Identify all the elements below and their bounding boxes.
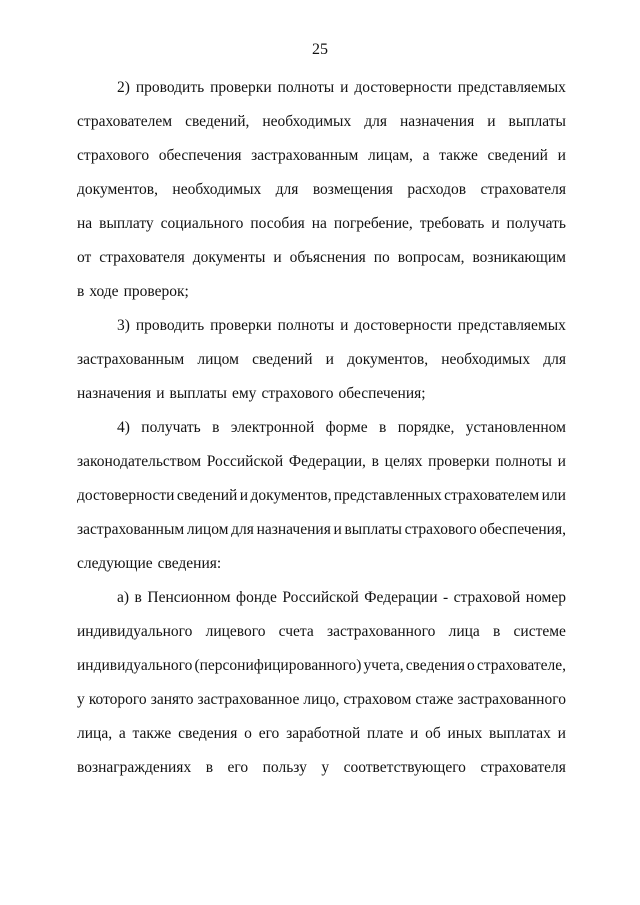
word: в: [205, 759, 214, 776]
word: и: [156, 385, 165, 402]
paragraph: [77, 78, 566, 302]
word: проверки: [428, 453, 490, 470]
word: в: [371, 453, 379, 470]
word: проводить: [135, 317, 205, 334]
word: плате: [367, 725, 404, 742]
word: о: [467, 657, 475, 674]
word: документов,: [347, 351, 429, 368]
word: возмещения: [312, 181, 393, 198]
word: для: [231, 521, 254, 538]
word: у: [77, 691, 85, 708]
word: на: [311, 215, 327, 232]
word: объяснения: [289, 249, 366, 266]
word: порядке,: [397, 419, 455, 436]
word: сведений: [176, 487, 238, 504]
word: лицевого: [205, 623, 266, 640]
word: сведения: [405, 657, 465, 674]
word: страхового: [77, 147, 150, 164]
word: представляемых: [457, 317, 566, 334]
word: документов,: [77, 181, 158, 198]
word: в: [212, 419, 220, 436]
word: иных: [447, 725, 483, 742]
word: представляемых: [457, 79, 566, 96]
word: проверки: [210, 317, 272, 334]
text-line: [77, 384, 566, 404]
word: системе: [513, 623, 566, 640]
word: лицо,: [303, 691, 340, 708]
text-line: [77, 758, 566, 778]
word: для: [275, 181, 299, 198]
word: от: [77, 249, 92, 266]
word: и: [557, 147, 566, 164]
word: выплаты: [508, 113, 566, 130]
word: по: [373, 249, 390, 266]
text-line: [77, 282, 566, 302]
text-line: [117, 418, 566, 438]
word: выплаты: [169, 385, 227, 402]
word: и: [410, 725, 419, 742]
word: выплаты: [344, 521, 402, 538]
word: пользу: [262, 759, 307, 776]
word: обеспечения: [158, 147, 242, 164]
word: об: [425, 725, 441, 742]
word: ему: [231, 385, 257, 402]
word: застрахованное: [197, 691, 300, 708]
word: -: [442, 589, 449, 606]
word: достоверности: [354, 79, 452, 96]
word: лицам,: [368, 147, 413, 164]
word: сведения: [178, 725, 238, 742]
word: Федерации,: [288, 453, 366, 470]
word: Российской: [206, 453, 284, 470]
text-line: [77, 622, 566, 642]
word: Федерации: [364, 589, 438, 606]
word: страхователя: [480, 181, 566, 198]
text-line: [77, 452, 566, 472]
word: погребение,: [333, 215, 413, 232]
word: 3): [117, 317, 130, 334]
word: и: [239, 487, 249, 504]
word: достоверности: [77, 487, 175, 504]
word: страхователем: [444, 487, 540, 504]
word: застрахованного: [326, 623, 436, 640]
word: для: [543, 351, 566, 368]
text-line: [77, 214, 566, 234]
word: необходимых: [262, 113, 352, 130]
word: возникающим: [472, 249, 566, 266]
word: на: [77, 215, 93, 232]
word: обеспечения;: [338, 385, 426, 402]
word: документов,: [250, 487, 332, 504]
word: страхового: [261, 385, 334, 402]
word: индивидуального: [77, 657, 193, 674]
word: и: [333, 521, 342, 538]
word: индивидуального: [77, 623, 193, 640]
word: установленном: [465, 419, 566, 436]
word: в: [77, 283, 85, 300]
word: лица: [448, 623, 480, 640]
word: Пенсионном: [147, 589, 231, 606]
word: и: [273, 249, 282, 266]
text-line: [77, 248, 566, 268]
word: и: [557, 725, 566, 742]
word: законодательством: [77, 453, 202, 470]
word: целях: [384, 453, 423, 470]
word: социального: [160, 215, 244, 232]
word: (персонифицированного): [194, 657, 362, 674]
word: также: [439, 147, 478, 164]
word: вопросам,: [397, 249, 465, 266]
word: Российской: [282, 589, 359, 606]
paragraph: [77, 418, 566, 574]
word: лицом: [186, 521, 229, 538]
word: ходе: [89, 283, 119, 300]
word: его: [227, 759, 249, 776]
text-line: [77, 690, 566, 710]
word: занято: [150, 691, 194, 708]
word: полноты: [277, 317, 335, 334]
word: полноты: [495, 453, 552, 470]
word: страхователя: [99, 249, 185, 266]
text-line: [77, 112, 566, 132]
word: проверок;: [123, 283, 189, 300]
word: а: [422, 147, 430, 164]
word: и: [340, 79, 349, 96]
page-number: 25: [312, 41, 328, 58]
word: представленных: [333, 487, 442, 504]
word: которого: [88, 691, 147, 708]
word: назначения: [399, 113, 475, 130]
word: достоверности: [354, 317, 452, 334]
word: или: [541, 487, 566, 504]
word: назначения: [77, 385, 152, 402]
word: в: [493, 623, 501, 640]
word: страховой: [453, 589, 521, 606]
word: электронной: [230, 419, 315, 436]
word: заработной: [286, 725, 361, 742]
word: расходов: [407, 181, 467, 198]
word: застрахованным: [77, 351, 185, 368]
word: страхового: [404, 521, 477, 538]
word: стаже: [415, 691, 454, 708]
word: проверки: [210, 79, 272, 96]
word: сведений,: [185, 113, 250, 130]
word: выплату: [99, 215, 154, 232]
word: фонде: [236, 589, 277, 606]
word: сведений: [252, 351, 313, 368]
word: учета,: [363, 657, 404, 674]
word: сведения:: [157, 555, 222, 572]
word: а): [117, 589, 130, 606]
word: пособия: [250, 215, 305, 232]
word: номер: [525, 589, 566, 606]
word: и: [325, 351, 334, 368]
word: соответствующего: [343, 759, 466, 776]
word: страхователем: [77, 113, 173, 130]
paragraph: [77, 588, 566, 778]
word: для: [364, 113, 387, 130]
word: страхователя: [480, 759, 566, 776]
word: о: [244, 725, 252, 742]
word: и: [487, 113, 496, 130]
text-line: [117, 588, 566, 608]
word: форме: [325, 419, 368, 436]
text-line: [77, 146, 566, 166]
word: необходимых: [441, 351, 531, 368]
word: выплатах: [489, 725, 551, 742]
text-line: [117, 78, 566, 98]
text-line: [77, 656, 566, 676]
text-line: [77, 554, 566, 574]
word: необходимых: [172, 181, 262, 198]
word: следующие: [77, 555, 153, 572]
text-line: [77, 350, 566, 370]
word: 4): [117, 419, 130, 436]
word: документы: [192, 249, 266, 266]
document-body: [77, 78, 566, 792]
word: у: [321, 759, 330, 776]
word: счета: [278, 623, 314, 640]
word: вознаграждениях: [77, 759, 192, 776]
paragraph: [77, 316, 566, 404]
word: его: [258, 725, 280, 742]
word: получать: [506, 215, 566, 232]
word: в: [379, 419, 387, 436]
word: страховом: [343, 691, 412, 708]
word: лица,: [77, 725, 113, 742]
word: в: [134, 589, 142, 606]
word: а: [118, 725, 126, 742]
word: застрахованного: [457, 691, 566, 708]
word: застрахованным: [251, 147, 359, 164]
word: страхователе,: [476, 657, 566, 674]
word: застрахованным: [77, 521, 185, 538]
word: обеспечения,: [479, 521, 566, 538]
text-line: [77, 180, 566, 200]
word: и: [340, 317, 349, 334]
word: получать: [141, 419, 201, 436]
word: назначения: [256, 521, 331, 538]
word: требовать: [419, 215, 485, 232]
text-line: [117, 316, 566, 336]
text-line: [77, 724, 566, 744]
word: и: [557, 453, 566, 470]
word: 2): [117, 79, 130, 96]
word: проводить: [135, 79, 205, 96]
text-line: [77, 520, 566, 540]
word: и: [491, 215, 500, 232]
word: также: [132, 725, 172, 742]
word: полноты: [277, 79, 335, 96]
text-line: [77, 486, 566, 506]
word: сведений: [487, 147, 548, 164]
word: лицом: [197, 351, 239, 368]
